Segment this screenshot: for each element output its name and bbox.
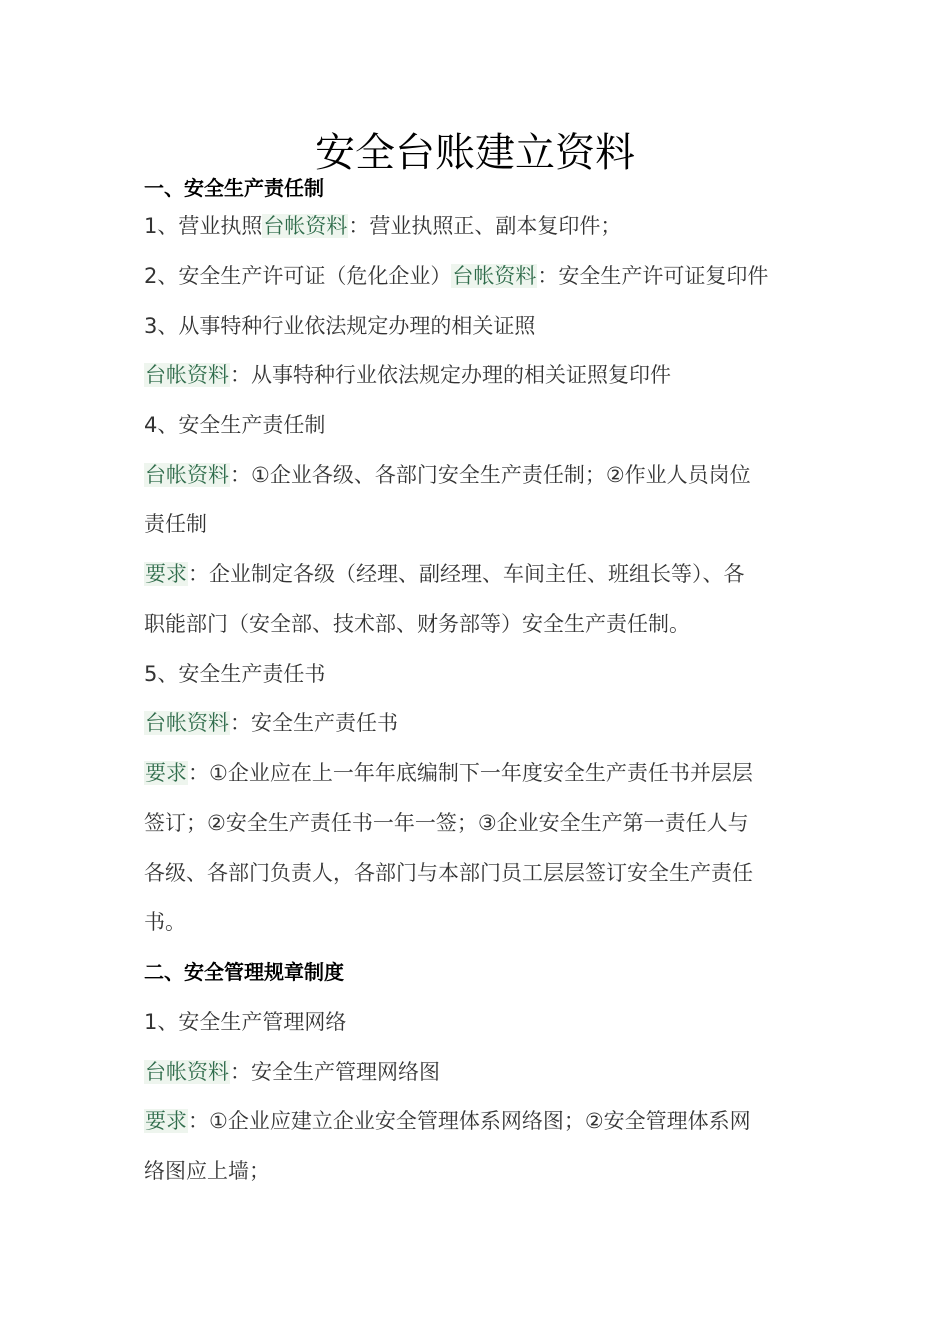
ledger-tag: 台帐资料 (263, 214, 348, 238)
item-1-line (144, 211, 824, 241)
item-4-req-line1: ：企业制定各级（经理、副经理、车间主任、班组长等）、各 (188, 562, 745, 586)
item-2-line (144, 261, 824, 291)
item-3-ledger-line (144, 360, 824, 390)
s2-item-1-req-line2: 络图应上墙； (144, 1159, 270, 1183)
section-heading-1: 一、安全生产责任制 (144, 176, 324, 200)
item-3-text: ：从事特种行业依法规定办理的相关证照复印件 (230, 363, 671, 387)
item-5-text: ：安全生产责任书 (230, 711, 398, 735)
item-5-label: 5、安全生产责任书 (144, 662, 326, 686)
s2-item-1-req-line1: ：①企业应建立企业安全管理体系网络图；②安全管理体系网 (188, 1109, 751, 1133)
ledger-tag: 台帐资料 (145, 1060, 229, 1084)
item-4-label: 4、安全生产责任制 (144, 413, 326, 437)
s2-item-1-ledger-line (144, 1057, 824, 1087)
item-5-req-line4: 书。 (144, 910, 186, 934)
item-4-req-line2: 职能部门（安全部、技术部、财务部等）安全生产责任制。 (144, 612, 690, 636)
item-5-req-line2: 签订；②安全生产责任书一年一签；③企业安全生产第一责任人与 (144, 811, 749, 835)
requirement-tag: 要求 (145, 562, 187, 586)
item-5-ledger-line (144, 708, 824, 738)
s2-item-1-requirement-line (144, 1106, 824, 1136)
s2-item-1-label: 1、安全生产管理网络 (144, 1010, 347, 1034)
item-2-label: 2、安全生产许可证（危化企业） (144, 264, 452, 288)
item-4-text-line2: 责任制 (144, 512, 207, 536)
item-3-label: 3、从事特种行业依法规定办理的相关证照 (144, 314, 536, 338)
ledger-tag: 台帐资料 (145, 363, 229, 387)
ledger-tag: 台帐资料 (452, 264, 537, 288)
item-4-requirement-line (144, 559, 824, 589)
item-5-req-line3: 各级、各部门负责人，各部门与本部门员工层层签订安全生产责任 (144, 861, 753, 885)
item-1-text: ：营业执照正、副本复印件； (348, 214, 622, 238)
requirement-tag: 要求 (145, 761, 187, 785)
section-heading-2: 二、安全管理规章制度 (144, 960, 344, 984)
s2-item-1-text: ：安全生产管理网络图 (230, 1060, 440, 1084)
document-title: 安全台账建立资料 (315, 130, 635, 176)
item-4-text-line1: ：①企业各级、各部门安全生产责任制；②作业人员岗位 (230, 463, 751, 487)
item-2-text: ：安全生产许可证复印件 (537, 264, 769, 288)
item-1-label: 1、营业执照 (144, 214, 263, 238)
ledger-tag: 台帐资料 (145, 463, 229, 487)
ledger-tag: 台帐资料 (145, 711, 229, 735)
item-5-req-line1: ：①企业应在上一年年底编制下一年度安全生产责任书并层层 (188, 761, 753, 785)
requirement-tag: 要求 (145, 1109, 187, 1133)
item-5-requirement-line (144, 758, 824, 788)
item-4-ledger-line (144, 460, 824, 490)
